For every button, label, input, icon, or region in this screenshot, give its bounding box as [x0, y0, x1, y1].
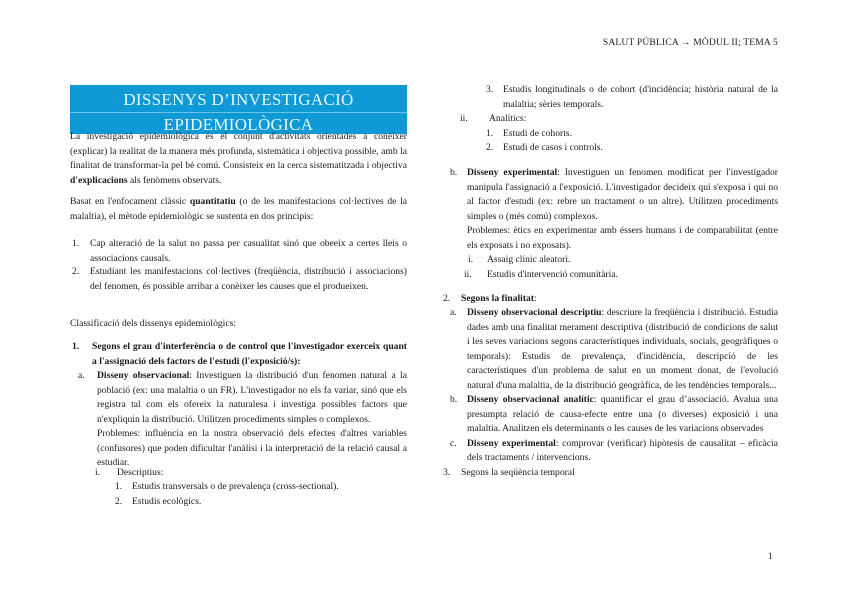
list-item — [448, 393, 778, 437]
list-item — [448, 268, 778, 283]
list-item — [115, 480, 339, 495]
colon: : — [534, 293, 537, 304]
list-number: 2. — [443, 293, 451, 304]
experimental-design — [448, 166, 778, 282]
list-number: 2. — [115, 496, 123, 507]
section-1-heading — [70, 340, 407, 369]
term-text: : Investiguen un fenomen modificat per l'investigador manipula l'assignació a l'exposició. L'investigador decideix qui s'exposa i qui no al factor d'estudi (ex: rebre un tractament o un altre). Utilitzen procediments simples o (més comú) complexos. — [467, 167, 778, 222]
list-number: 1. — [72, 238, 80, 249]
principle-text: Cap alteració de la salut no passa per casualitat sinó que obeeix a certes lleis o associacions causals. — [90, 238, 407, 264]
list-roman: ii. — [464, 268, 472, 280]
principle-item — [70, 237, 407, 266]
sub-label: Analítics: — [489, 113, 527, 124]
intro-bold: d'explicacions — [70, 174, 128, 186]
list-roman: i. — [468, 254, 474, 265]
item-text: Estudi de casos i controls. — [503, 142, 603, 153]
list-letter: a. — [78, 370, 85, 381]
term-bold: Disseny observacional analític — [467, 394, 594, 405]
sub-item — [95, 466, 163, 481]
list-item — [486, 141, 603, 156]
list-number: 3. — [443, 466, 451, 478]
sub-item — [460, 112, 526, 127]
section-title: Segons la seqüència temporal — [461, 466, 575, 478]
section-title: Segons el grau d'interferència o de control que l'investigador exerceix quant a l'assignació dels factors de l'estudi (l'exposició/s): — [92, 341, 407, 367]
section-2-list — [443, 306, 778, 480]
title-line-1: DISSENYS D’INVESTIGACIÓ — [70, 90, 407, 113]
item-text: Estudis ecològics. — [132, 496, 202, 507]
item-text: Estudis d'intervenció comunitària. — [487, 268, 618, 280]
list-letter: c. — [450, 437, 457, 449]
list-number: 1. — [115, 481, 123, 492]
intro2-tail: (o de les manifestacions col·lectives de la malaltia), el mètode epidemiològic se sustenta en dos principis: — [70, 196, 407, 222]
list-number: 1. — [72, 341, 80, 352]
list-number: 1. — [486, 128, 494, 139]
title-line-2: EPIDEMIOLÒGICA — [163, 115, 314, 134]
list-item — [448, 253, 778, 268]
problems-text: Problemes: influència en la nostra observació dels efectes d'altres variables (confusores) que poden dificultar l'anàlisi i la interpretació de la relació causal a estudiar. — [97, 428, 407, 468]
item-text: Estudis transversals o de prevalença (cross-sectional). — [132, 481, 339, 492]
intro-paragraph-2 — [70, 195, 407, 224]
list-letter: b. — [450, 394, 458, 405]
term-bold: Disseny experimental — [467, 167, 558, 178]
term-text: : comprovar (verificar) hipòtesis de causalitat – eficàcia dels tractaments / intervencions. — [467, 437, 778, 463]
term-bold: Disseny observacional — [97, 370, 190, 381]
list-item — [486, 127, 572, 142]
list-item — [448, 437, 778, 466]
section-3-heading — [443, 466, 778, 481]
item-text: Assaig clínic aleatori. — [487, 254, 571, 265]
list-number: 3. — [486, 84, 494, 95]
list-letter: a. — [450, 307, 457, 318]
page-number: 1 — [768, 552, 773, 562]
sub-label: Descriptius: — [117, 467, 164, 478]
intro-text: La investigació epidemiològica és el conjunt d'activitats orientades a conèixer (explicar) la realitat de la manera més profunda, sistemàtica i objectiva possible, amb la finalitat de transformar-la pel bé comú. Consisteix en la cerca sistematitzada i objectiva — [70, 131, 407, 171]
list-number: 2. — [72, 266, 80, 277]
principle-item — [70, 265, 407, 294]
term-bold: Disseny experimental — [467, 437, 556, 449]
problems-text: Problemes: ètics en experimentar amb éssers humans i de comparabilitat (entre els exposats i no exposats). — [467, 225, 778, 251]
list-number: 2. — [486, 142, 494, 153]
intro-paragraph-1 — [70, 130, 407, 188]
term-text: : Investiguen la distribució d'un fenomen natural a la població (ex: una malaltia o un FR). L'investigador no els fa variar, sinó que els registra tal com els ofereix la naturalesa i investiga possibles factors que n'expliquin la distribució. Utilitzen procediments simples o complexos. — [97, 370, 407, 425]
item-text: Estudis longitudinals o de cohort (d'incidència; història natural de la malaltia; sèries temporals. — [503, 84, 778, 110]
principle-text: Estudiant les manifestacions col·lectives (freqüència, distribució i associacions) del fenomen, és possible arribar a conèixer les causes que el produeixen. — [90, 266, 407, 292]
list-roman: i. — [95, 467, 101, 478]
section-2-heading — [443, 292, 537, 307]
intro2-text: Basat en l'enfocament clàssic — [70, 196, 190, 207]
list-item — [115, 495, 201, 510]
intro-tail: als fenòmens observats. — [127, 174, 222, 186]
item-text: Estudi de cohorts. — [503, 128, 573, 139]
term-text: : quantificar el grau d’associació. Avalua una presumpta relació de causa-efecte entre una (o diverses) exposició i una malaltia. Analitzen els determinants o les causes de les variacions observades — [467, 394, 778, 434]
page-title — [70, 85, 407, 134]
term-bold: Disseny observacional descriptiu — [467, 307, 602, 318]
list-item — [448, 306, 778, 393]
list-roman: ii. — [460, 113, 468, 124]
running-header: SALUT PÚBLICA → MÒDUL II; TEMA 5 — [602, 38, 778, 48]
intro2-bold: quantitatiu — [189, 196, 236, 207]
classification-label: Classificació dels dissenys epidemiològics: — [70, 318, 236, 329]
term-text: : descriure la freqüència i distribució. Estudia dades amb una finalitat merament descriptiva (distribució de condicions de salut i les seves variacions segons característiques individuals, socials, geogràfiques o temporals): Estudis de prevalença, d'incidència, descripció de les característiques d'un problema de salut en un moment donat, de l'evolució natural d'una malaltia, de la distribució geogràfica, de les tendències temporals... — [467, 307, 778, 391]
section-title: Segons la finalitat — [461, 293, 535, 304]
list-letter: b. — [450, 167, 458, 178]
observational-design — [70, 369, 407, 471]
list-item — [486, 83, 778, 112]
